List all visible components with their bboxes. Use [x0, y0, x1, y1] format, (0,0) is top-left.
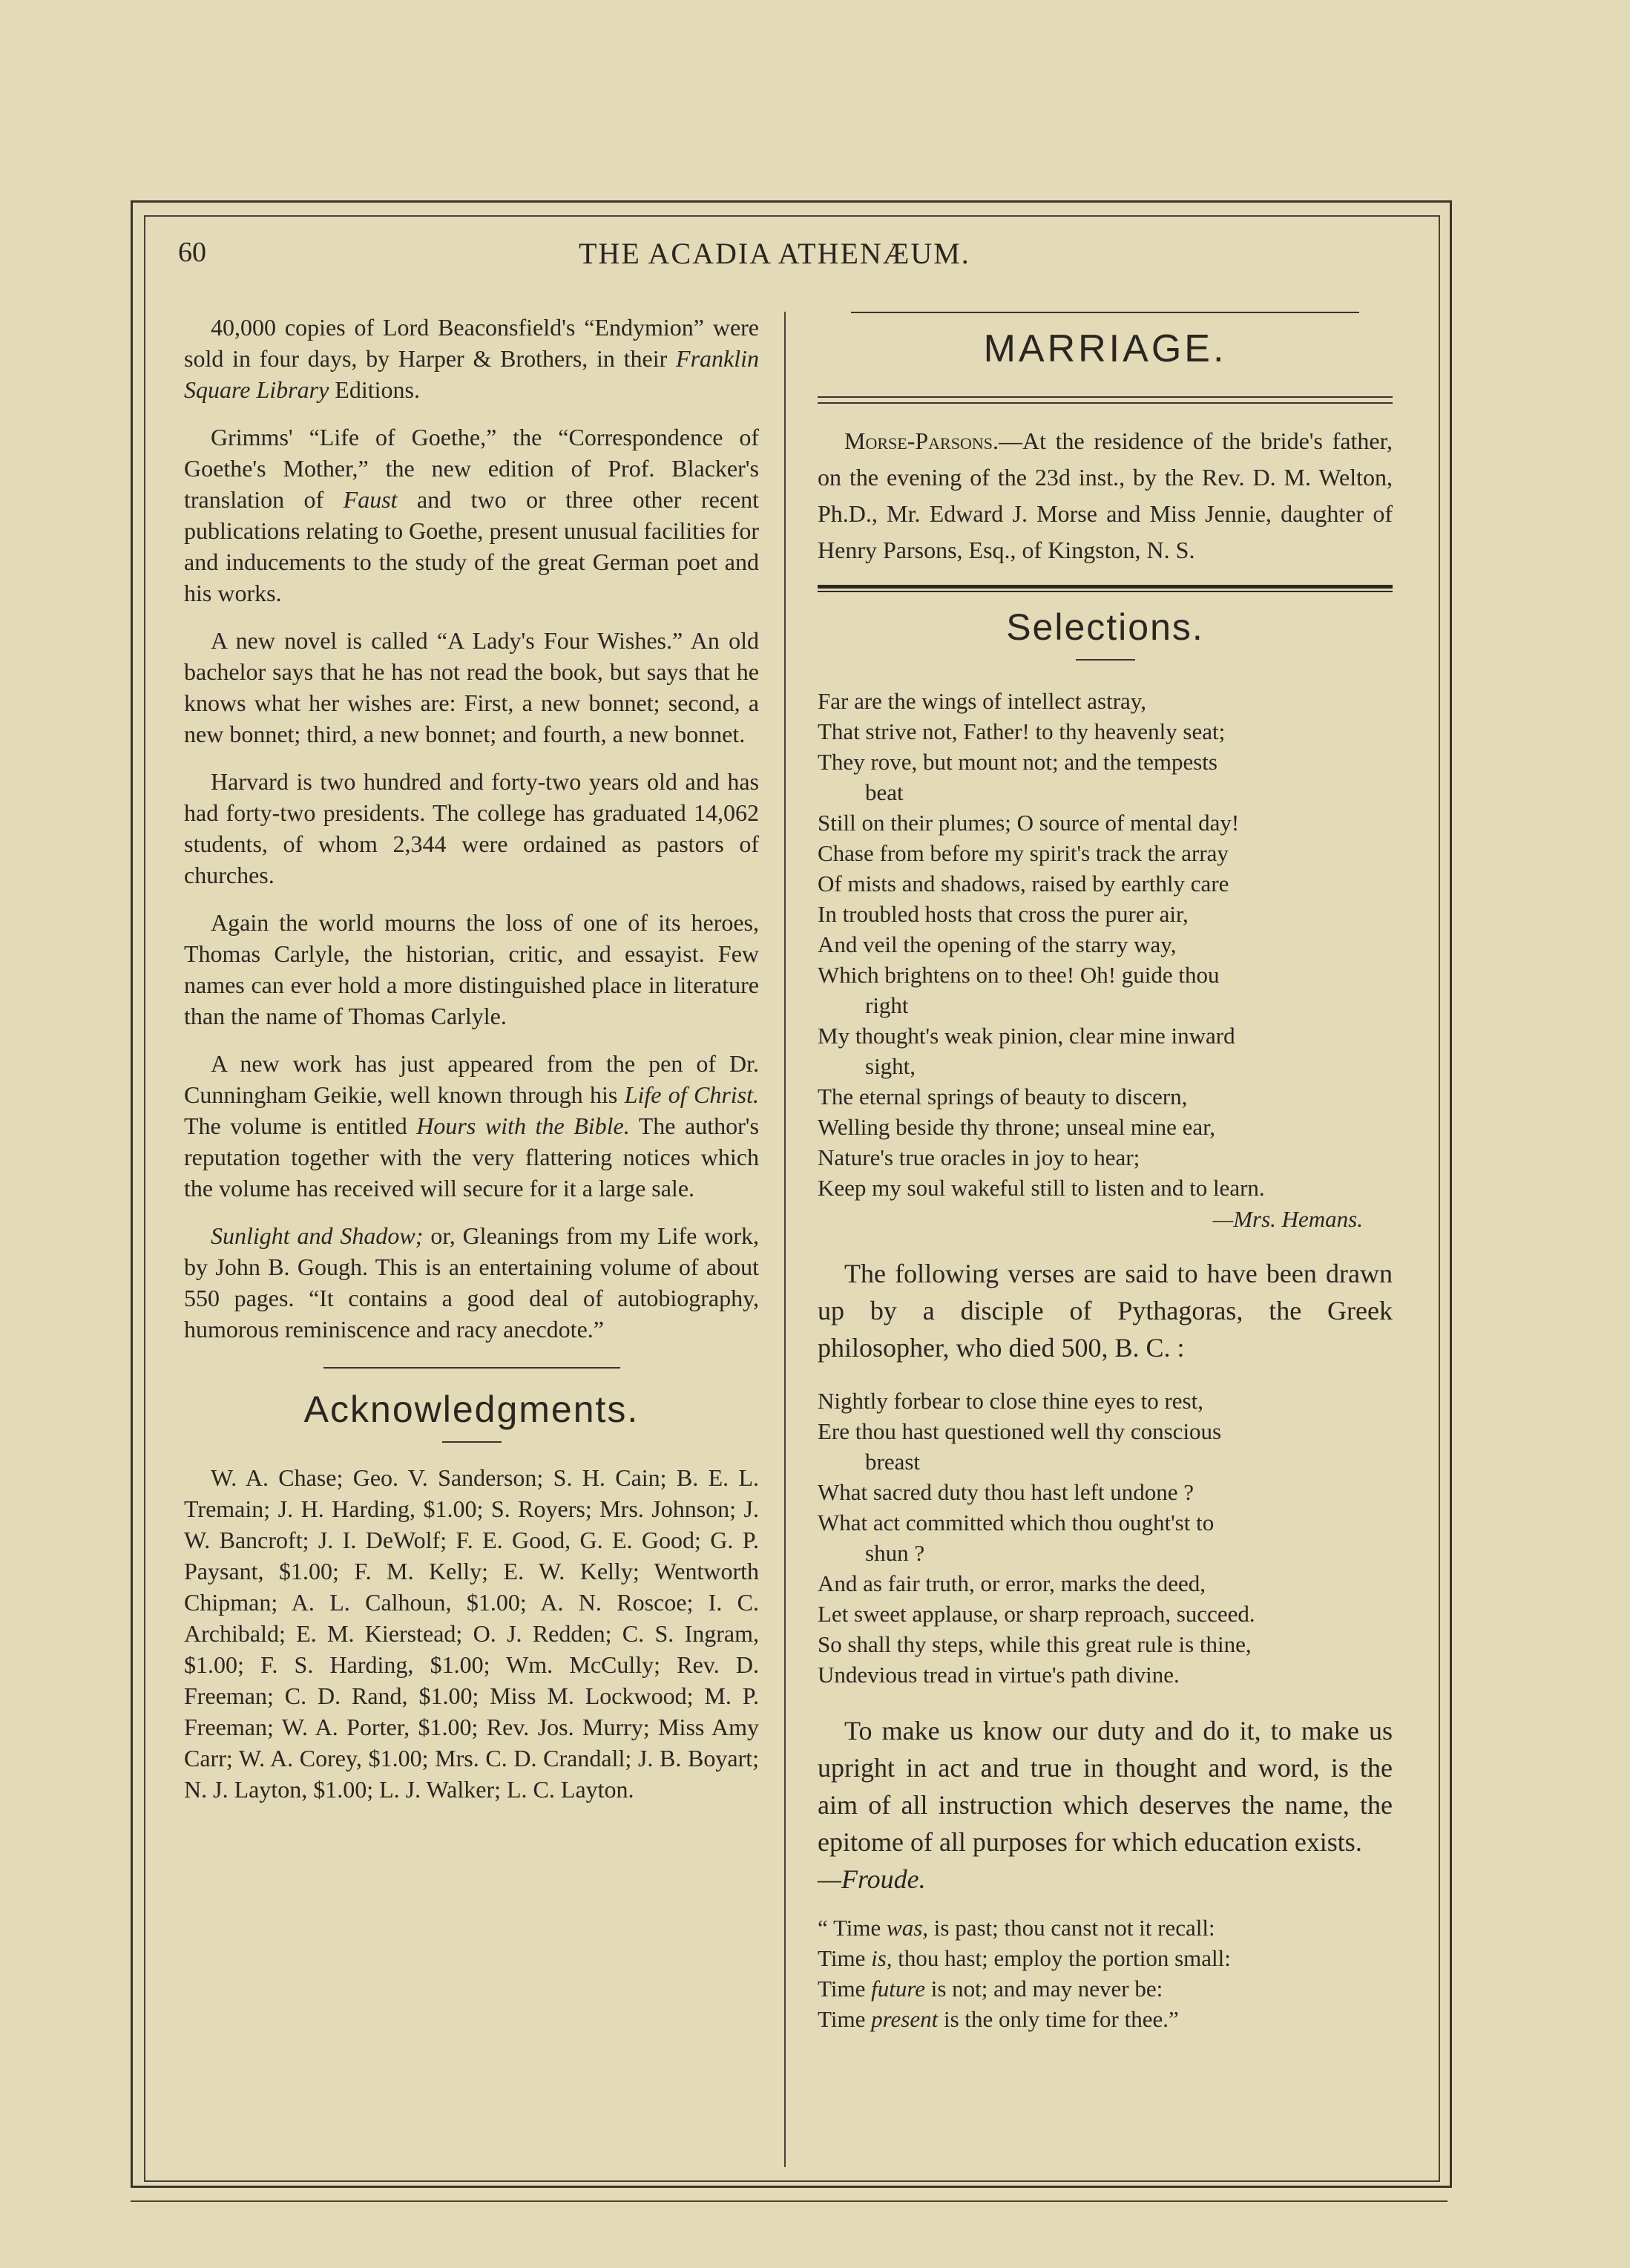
paragraph-endymion: 40,000 copies of Lord Beaconsfield's “Endymion” were sold in four days, by Harper & Brothers, in their Franklin Square Library Editions. — [184, 314, 759, 403]
top-rule — [851, 312, 1359, 313]
marriage-title: MARRIAGE. — [983, 327, 1227, 370]
paragraph-geikie: A new work has just appeared from the pen of Dr. Cunningham Geikie, well known through his Life of Christ. The volume is entitled Hours with the Bible. The author's reputation together with the very flattering notices which the volume has received will secure for it a large sale. — [184, 1050, 760, 1202]
selections-title: Selections. — [1006, 606, 1204, 648]
bottom-rule — [131, 2200, 1447, 2202]
poem-hemans: Far are the wings of intellect astray, That strive not, Father! to thy heavenly seat; They rove, but mount not; and the tempests beat Still on their plumes; O source of mental day! Chase from before my spirit's track the array Of mists and shadows, raised by earthly care In troubled hosts that cross the purer air, And veil the opening of the starry way, Which brightens on to thee! Oh! guide thou right My thought's weak pinion, clear mine inward sight, The eternal springs of beauty to discern, Welling beside thy throne; unseal mine ear, Nature's true oracles in joy to hear; Keep my soul wakeful still to listen and to learn. — [818, 688, 1265, 1201]
paragraph-novel: A new novel is called “A Lady's Four Wishes.” An old bachelor says that he has not read the book, but says that he knows what her wishes are: First, a new bonnet; second, a new bonnet; third, a new bonnet; and fourth, a new bonnet. — [184, 627, 759, 747]
pythagoras-intro: The following verses are said to have been drawn up by a disciple of Pythagoras, the Greek philosopher, who died 500, B. C. : — [818, 1259, 1393, 1363]
poem-pythagoras: Nightly forbear to close thine eyes to rest, Ere thou hast questioned well thy conscious breast What sacred duty thou hast left undone ? What act committed which thou ought'st to shun ? And as fair truth, or error, marks the deed, Let sweet applause, or sharp reproach, succeed. So shall thy steps, while this great rule is thine, Undevious tread in virtue's path divine. — [818, 1388, 1255, 1688]
paragraph-harvard: Harvard is two hundred and forty-two years old and has had forty-two presidents. The college has graduated 14,062 students, of whom 2,344 were ordained as pastors of churches. — [184, 768, 759, 888]
journal-title: THE ACADIA ATHENÆUM. — [579, 237, 970, 270]
paragraph-goethe: Grimms' “Life of Goethe,” the “Correspondence of Goethe's Mother,” the new edition of Prof. Blacker's translation of Faust and two or three other recent publications relating to Goethe, present unusual facilities for and inducements to the study of the great German poet and his works. — [184, 424, 760, 606]
title-rule — [1076, 659, 1135, 661]
thick-rule — [818, 585, 1393, 592]
section-rule — [323, 1367, 620, 1369]
attribution-hemans: —Mrs. Hemans. — [1212, 1206, 1363, 1232]
page-number: 60 — [178, 237, 206, 268]
paragraph-carlyle: Again the world mourns the loss of one of its heroes, Thomas Carlyle, the historian, critic, and essayist. Few names can ever hold a more distinguished place in literature than the name of Thomas Carlyle. — [184, 909, 759, 1029]
double-rule — [818, 396, 1393, 404]
column-divider — [784, 312, 786, 2167]
acknowledgments-list: W. A. Chase; Geo. V. Sanderson; S. H. Cain; B. E. L. Tremain; J. H. Harding, $1.00; S. Royers; Mrs. Johnson; J. W. Bancroft; J. I. DeWolf; F. E. Good, G. E. Good; G. P. Paysant, $1.00; F. M. Kelly; E. W. Kelly; Wentworth Chipman; A. L. Calhoun, $1.00; A. N. Roscoe; I. C. Archibald; E. M. Kierstead; O. J. Redden; C. S. Ingram, $1.00; F. S. Harding, $1.00; Wm. McCully; Rev. D. Freeman; C. D. Rand, $1.00; Miss M. Lockwood; M. P. Freeman; W. A. Porter, $1.00; Rev. Jos. Murry; Miss Amy Carr; W. A. Corey, $1.00; Mrs. C. D. Crandall; J. B. Boyart; N. J. Layton, $1.00; L. J. Walker; L. C. Layton. — [184, 1464, 759, 1803]
paragraph-gough: Sunlight and Shadow; or, Gleanings from my Life work, by John B. Gough. This is an entertaining volume of about 550 pages. “It contains a good deal of autobiography, humorous reminiscence and racy anecdote.” — [184, 1222, 760, 1343]
acknowledgments-title: Acknowledgments. — [303, 1389, 640, 1430]
froude-quote: To make us know our duty and do it, to make us upright in act and true in thought and word, is the aim of all instruction which deserves the name, the epitome of all purposes for which education exists. —Froude. — [818, 1716, 1393, 1894]
poem-time: “ Time was, is past; thou canst not it recall: Time is, thou hast; employ the portion small: Time future is not; and may never be: Time present is the only time for thee.” — [818, 1915, 1231, 2032]
page-header — [178, 236, 1410, 281]
left-column — [184, 312, 759, 1821]
marriage-notice: Morse-Parsons.—At the residence of the bride's father, on the evening of the 23d inst., by the Rev. D. M. Welton, Ph.D., Mr. Edward J. Morse and Miss Jennie, daughter of Henry Parsons, Esq., of Kingston, N. S. — [818, 427, 1393, 563]
right-column — [818, 312, 1393, 2034]
title-rule — [442, 1441, 502, 1443]
attribution-froude: —Froude. — [818, 1864, 926, 1894]
